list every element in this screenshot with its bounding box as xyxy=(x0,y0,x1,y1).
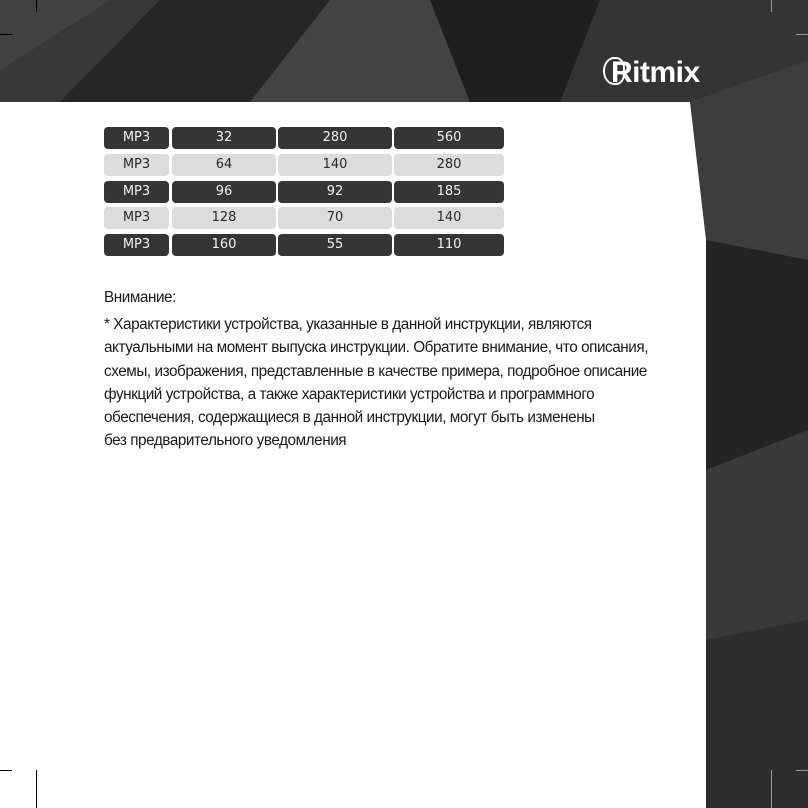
notice-title: Внимание: xyxy=(104,289,176,306)
table-cell-bitrate: 160 xyxy=(172,234,276,256)
crop-mark xyxy=(0,34,12,35)
notice-line: обеспечения, содержащиеся в данной инструкции, могут быть изменены xyxy=(104,409,595,427)
notice-line: без предварительного уведомления xyxy=(104,432,347,450)
table-cell-format: MP3 xyxy=(104,234,169,256)
table-cell-value1: 280 xyxy=(278,127,392,149)
crop-mark xyxy=(771,0,772,12)
table-cell-bitrate: 128 xyxy=(172,207,276,229)
notice-line: * Характеристики устройства, указанные в данной инструкции, являются xyxy=(104,316,592,334)
table-cell-value2: 110 xyxy=(394,234,504,256)
table-row xyxy=(104,181,504,203)
notice-block xyxy=(104,286,694,452)
ritmix-logo xyxy=(603,56,700,90)
crop-mark xyxy=(0,770,12,771)
table-cell-bitrate: 96 xyxy=(172,181,276,203)
notice-line: актуальными на момент выпуска инструкции. Обратите внимание, что описания, xyxy=(104,339,649,357)
table-cell-value1: 55 xyxy=(278,234,392,256)
table-cell-bitrate: 32 xyxy=(172,127,276,149)
table-cell-format: MP3 xyxy=(104,154,169,176)
table-row xyxy=(104,127,504,149)
table-row xyxy=(104,207,504,229)
crop-mark xyxy=(36,0,37,12)
table-cell-bitrate: 64 xyxy=(172,154,276,176)
notice-line: функций устройства, а также характеристики устройства и программного xyxy=(104,385,595,403)
table-cell-value2: 185 xyxy=(394,181,504,203)
table-cell-value1: 70 xyxy=(278,207,392,229)
table-cell-format: MP3 xyxy=(104,127,169,149)
table-row xyxy=(104,234,504,256)
bitrate-table xyxy=(104,127,504,261)
table-cell-value1: 140 xyxy=(278,154,392,176)
table-cell-format: MP3 xyxy=(104,181,169,203)
table-cell-value2: 280 xyxy=(394,154,504,176)
table-cell-value2: 140 xyxy=(394,207,504,229)
crop-mark xyxy=(796,770,808,771)
logo-text: Ritmix xyxy=(611,56,700,89)
table-cell-value2: 560 xyxy=(394,127,504,149)
crop-mark xyxy=(36,770,37,808)
notice-line: схемы, изображения, представленные в качестве примера, подробное описание xyxy=(104,362,647,380)
crop-mark xyxy=(771,770,772,808)
table-cell-format: MP3 xyxy=(104,207,169,229)
crop-mark xyxy=(796,34,808,35)
table-row xyxy=(104,154,504,176)
table-cell-value1: 92 xyxy=(278,181,392,203)
